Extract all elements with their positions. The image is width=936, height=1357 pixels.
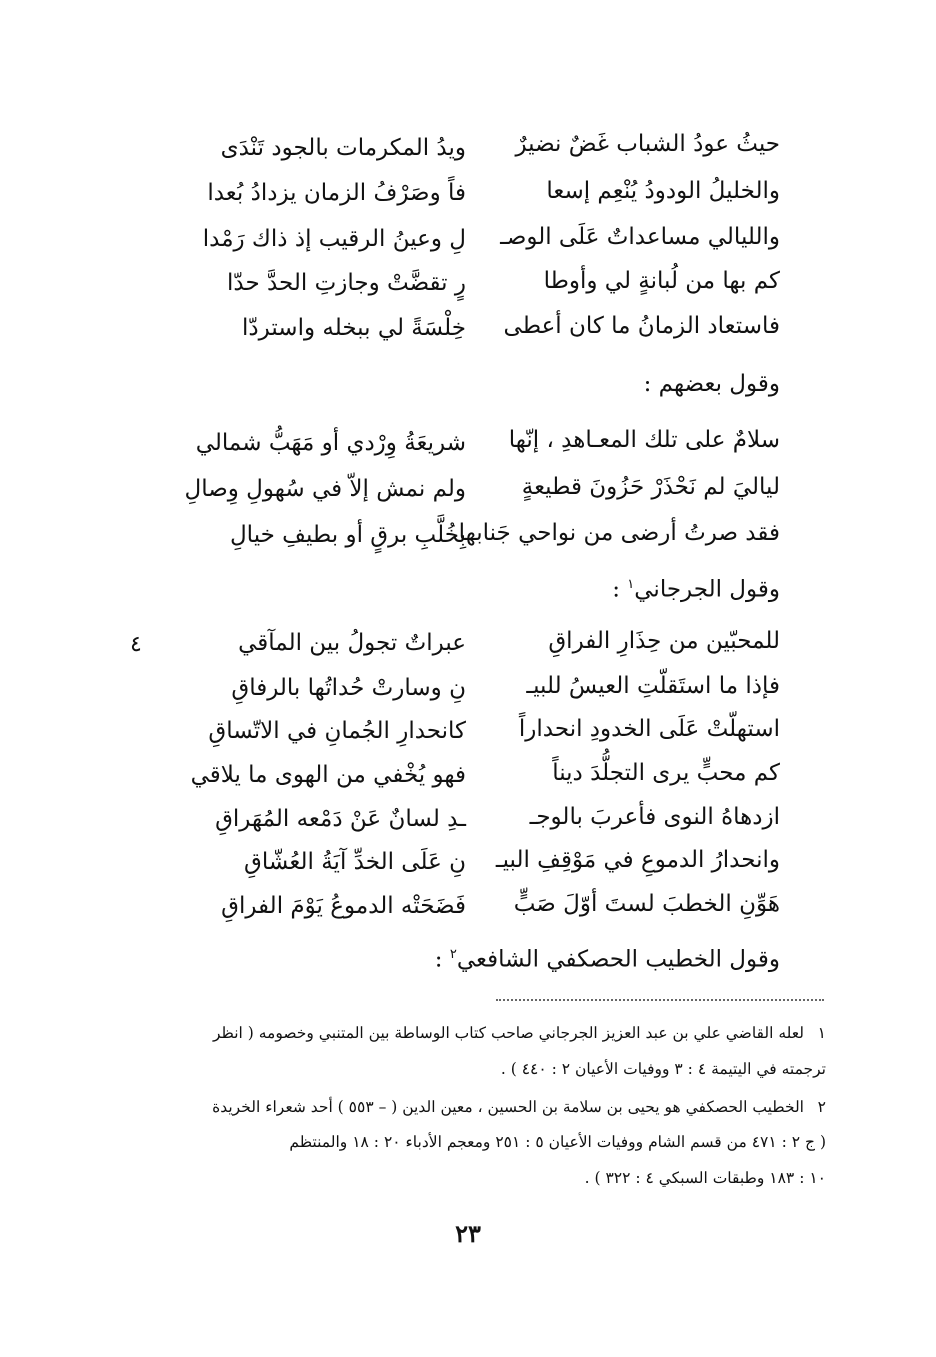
verse-hemistich-left: خِلْسَةً لي ببخله واستردّا [242, 315, 466, 341]
verse-hemistich-right: حيثُ عودُ الشباب غَضٌ نضيرٌ [515, 131, 780, 157]
verse-hemistich-right: استهلّتْ عَلَى الخدودِ انحداراً [518, 716, 780, 742]
margin-marker: ٤ [130, 632, 142, 657]
verse-hemistich-left: رٍ تقضَّتْ وجازتِ الحدَّ حدّا [226, 270, 466, 296]
footnote-number: ٢ [817, 1098, 826, 1116]
verse-hemistich-right: وانحدارُ الدموعِ في مَوْقِفِ البيـ [495, 847, 780, 873]
footnote-ref: ١ [627, 577, 635, 592]
verse-hemistich-left: نِ وسارتْ حُداتُها بالرفاقِ [231, 675, 466, 701]
verse-hemistich-left: شريعَةُ وِرْدي أو مَهَبُّ شمالي [195, 430, 466, 456]
poem-intro-text: وقول الجرجاني [634, 576, 780, 603]
verse-hemistich-left: فاً وصَرْفُ الزمان يزدادُ بُعدا [207, 180, 466, 206]
verse-hemistich-right: للمحبّين من حِذَارِ الفراقِ [548, 628, 780, 654]
page-number: ٢٣ [455, 1219, 481, 1248]
verse-hemistich-right: لياليَ لم نَحْذَرْ حَزُونَ قطيعةٍ [521, 474, 780, 500]
footnote-number: ١ [817, 1024, 826, 1042]
verse-hemistich-right: هَوِّنِ الخطبَ لستَ أوّلَ صَبٍّ [513, 891, 780, 917]
poem-intro-colon: : [612, 576, 620, 603]
verse-hemistich-right: ازدهاهُ النوى فأعربَ بالوجـ [529, 804, 780, 830]
footnote-line: ١٠ : ١٨٣ وطبقات السبكي ٤ : ٣٢٢ ) . [584, 1169, 826, 1187]
footnote-line: الخطيب الحصكفي هو يحيى بن سلامة بن الحسين ، معين الدين ( – ٥٥٣ ) أحد شعراء الخريدة [212, 1098, 804, 1116]
verse-hemistich-right: فاستعاد الزمانُ ما كان أعطى [503, 313, 780, 339]
verse-hemistich-left: فَضَحَتْه الدموعُ يَوْمَ الفراقِ [221, 893, 466, 919]
poem-intro-colon: : [434, 946, 443, 973]
verse-hemistich-right: سلامٌ على تلك المعـاهدِ ، إنّها [508, 427, 780, 453]
verse-hemistich-left: عبراتٌ تجولُ بين المآقي [238, 630, 466, 656]
verse-hemistich-right: والخليلُ الودودُ يُنْعِم إسعا [546, 178, 780, 204]
poem-intro-text: وقول الخطيب الحصكفي الشافعي [456, 946, 780, 973]
footnote-line: لعله القاضي علي بن عبد العزيز الجرجاني صاحب كتاب الوساطة بين المتنبي وخصومه ( انظر [212, 1024, 804, 1042]
verse-hemistich-left: لِ وعينُ الرقيب إذ ذاك رَمْدا [202, 226, 466, 252]
verse-hemistich-right: فقد صرتُ أرضى من نواحي جَنابها [458, 520, 780, 546]
footnote-line: ترجمته في اليتيمة ٤ : ٣ ووفيات الأعيان ٢ : ٤٤٠ ) . [500, 1060, 826, 1078]
verse-hemistich-left: ويدُ المكرمات بالجود تَنْدَى [220, 135, 466, 161]
verse-hemistich-left: كانحدارِ الجُمانِ في الاتّساقِ [208, 718, 466, 744]
verse-hemistich-left: ولم نمش إلاّ في سُهولِ وِصالِ [184, 476, 466, 502]
verse-hemistich-left: بِخُلَّبِ برقٍ أو بطيفِ خيالِ [229, 522, 466, 548]
footnote-separator [496, 999, 824, 1001]
verse-hemistich-left: نِ عَلَى الخدِّ آيَةُ العُشّاقِ [244, 849, 466, 875]
poem-intro: وقول بعضهم : [643, 371, 780, 397]
verse-hemistich-right: كم محبٍّ يرى التجلُّدَ ديناً [552, 760, 780, 786]
footnote-ref: ٢ [449, 947, 457, 962]
footnote [126, 1092, 826, 1122]
verse-hemistich-right: فإذا ما استَقلّتِ العيسُ للبيـ [526, 673, 780, 699]
verse-hemistich-right: كم بها من لُبانةٍ لي وأوطا [543, 268, 780, 294]
verse-hemistich-left: ـدِ لسانٌ عَنْ دَمْعه المُهَراقِ [215, 806, 466, 832]
poem-intro [435, 940, 780, 975]
verse-hemistich-left: فهو يُخْفي من الهوى ما يلاقي [190, 762, 466, 788]
verse-hemistich-right: والليالي مساعداتٌ عَلَى الوصـ [500, 224, 780, 250]
footnote-line: ( ج ٢ : ٤٧١ من قسم الشام ووفيات الأعيان ٥ : ٢٥١ ومعجم الأدباء ٢٠ : ١٨ والمنتظم [289, 1133, 826, 1151]
footnote [126, 1018, 826, 1048]
poem-intro [612, 570, 780, 605]
